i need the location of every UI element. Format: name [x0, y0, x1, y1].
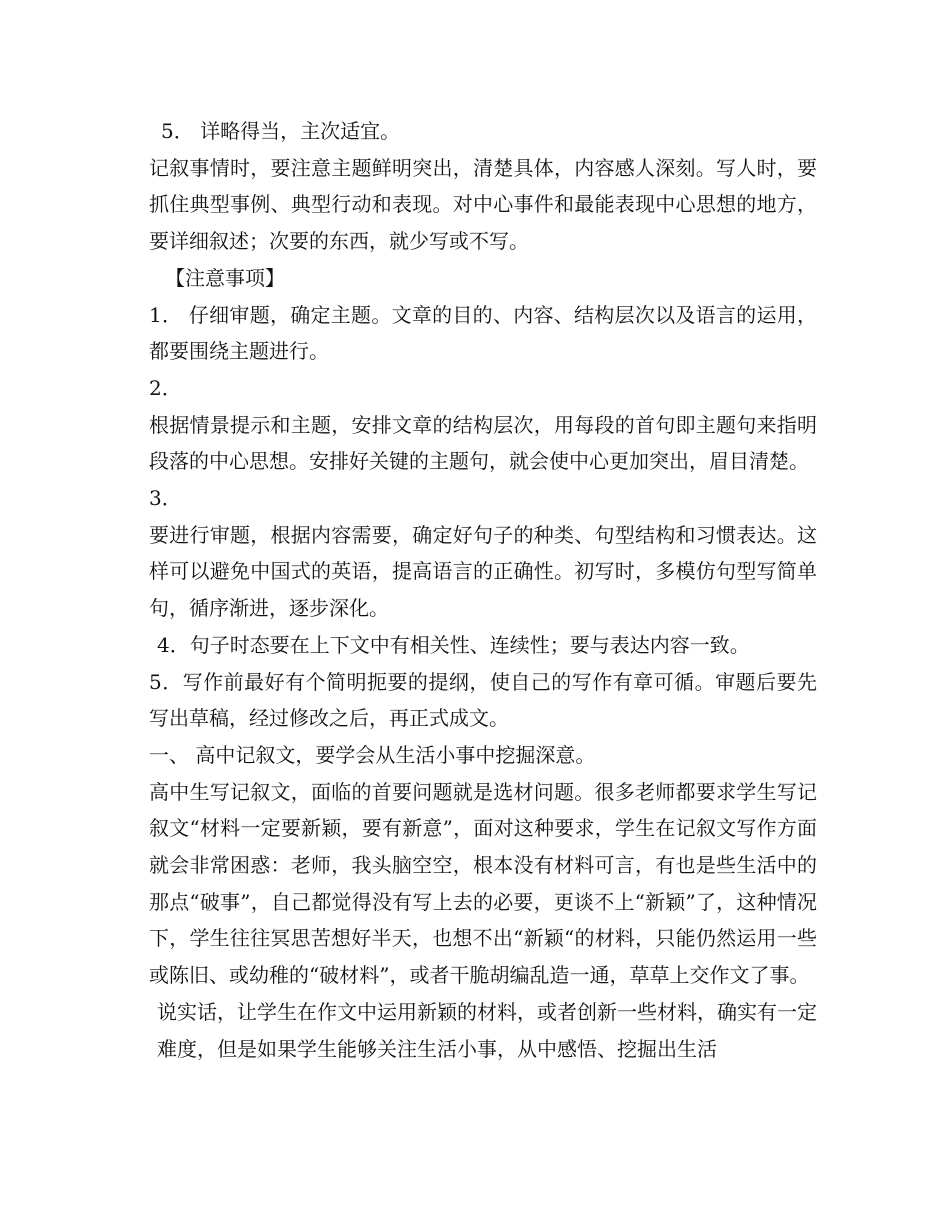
paragraph-honestly: 说实话，让学生在作文中运用新颖的材料，或者创新一些材料，确实有一定难度，但是如果学生能够关注生活小事，从中感悟、挖掘出生活 — [157, 999, 817, 1061]
paragraph-note-5: 5．写作前最好有个简明扼要的提纲，使自己的写作有章可循。审题后要先写出草稿，经过修改之后，再正式成文。 — [149, 669, 817, 731]
paragraph-note-4: 4．句子时态要在上下文中有相关性、连续性；要与表达内容一致。 — [157, 632, 750, 657]
document-body — [137, 113, 817, 1067]
paragraph-note-3: 要进行审题，根据内容需要，确定好句子的种类、句型结构和习惯表达。这样可以避免中国式的英语，提高语言的正确性。初写时，多模仿句型写简单句，循序渐进，逐步深化。 — [149, 522, 817, 621]
section-heading-notes: 【注意事项】 — [165, 265, 285, 290]
paragraph-item-5-heading: 5． 详略得当，主次适宜。 — [161, 119, 401, 143]
paragraph-note-2-number: 2． — [149, 375, 182, 400]
paragraph-note-3-number: 3． — [149, 486, 182, 511]
paragraph-note-1: 1． 仔细审题，确定主题。文章的目的、内容、结构层次以及语言的运用，都要围绕主题进行。 — [149, 302, 817, 364]
paragraph-narrative-tips: 记叙事情时，要注意主题鲜明突出，清楚具体，内容感人深刻。写人时，要抓住典型事例、典型行动和表现。对中心事件和最能表现中心思想的地方，要详细叙述；次要的东西，就少写或不写。 — [149, 155, 817, 254]
paragraph-material-selection: 高中生写记叙文，面临的首要问题就是选材问题。很多老师都要求学生写记叙文“材料一定要新颖，要有新意”，面对这种要求，学生在记叙文写作方面就会非常困惑：老师，我头脑空空，根本没有材料可言，有也是些生活中的那点“破事”，自己都觉得没有写上去的必要，更谈不上“新颖”了，这种情况下，学生往往冥思苦想好半天，也想不出“新颖“的材料，只能仍然运用一些或陈旧、或幼稚的“破材料”，或者干脆胡编乱造一通，草草上交作文了事。 — [149, 779, 817, 988]
section-heading-one: 一、 高中记叙文，要学会从生活小事中挖掘深意。 — [149, 742, 596, 767]
paragraph-note-2: 根据情景提示和主题，安排文章的结构层次，用每段的首句即主题句来指明段落的中心思想。安排好关键的主题句，就会使中心更加突出，眉目清楚。 — [149, 412, 817, 474]
